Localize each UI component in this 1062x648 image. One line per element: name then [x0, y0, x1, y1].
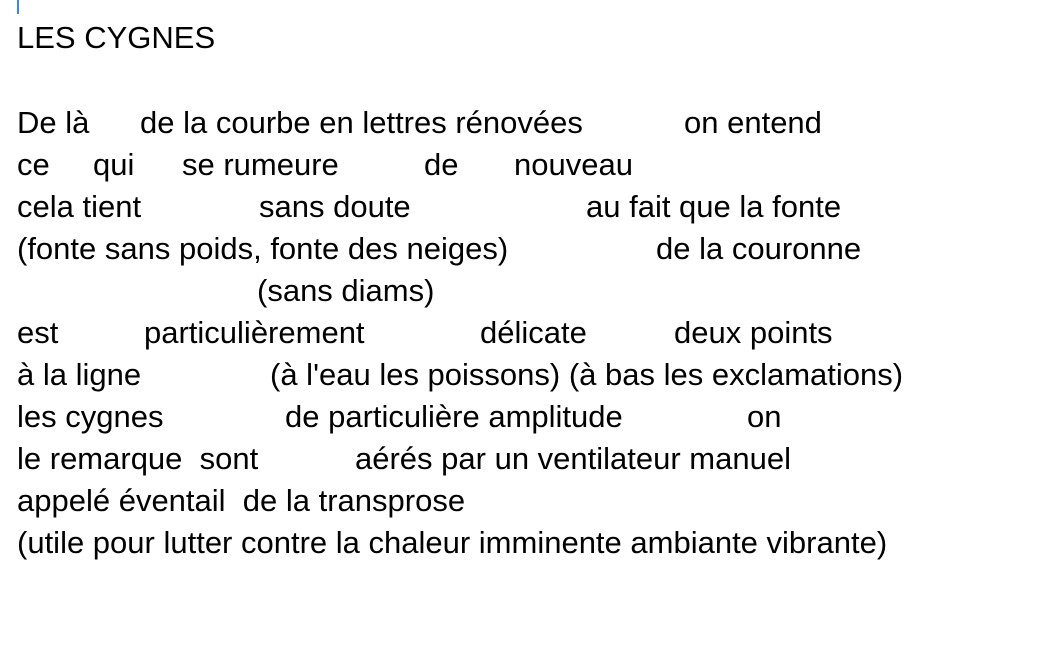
poem-segment: on entend	[684, 105, 822, 140]
poem-segment: aérés par un ventilateur manuel	[355, 441, 791, 476]
poem-line	[17, 102, 822, 144]
poem-segment: cela tient	[17, 189, 142, 224]
poem-segment: appelé éventail de la transprose	[17, 483, 466, 518]
poem-line	[17, 354, 904, 396]
poem-title: LES CYGNES	[17, 20, 216, 55]
poem-segment: de particulière amplitude	[285, 399, 623, 434]
poem-line	[17, 522, 888, 564]
poem-line	[17, 480, 466, 522]
poem-segment: particulièrement	[144, 315, 365, 350]
poem-segment: est	[17, 315, 59, 350]
poem-line	[17, 186, 842, 228]
poem-body	[17, 102, 904, 564]
poem-line	[17, 144, 633, 186]
poem-segment: délicate	[480, 315, 587, 350]
poem-line	[17, 396, 782, 438]
poem-segment: (utile pour lutter contre la chaleur imminente ambiante vibrante)	[17, 525, 888, 560]
poem-segment: nouveau	[514, 147, 633, 182]
poem-line	[17, 270, 435, 312]
poem-segment: ce	[17, 147, 50, 182]
poem-segment: De là	[17, 105, 90, 140]
poem-line	[17, 438, 791, 480]
poem-segment: qui	[93, 147, 135, 182]
poem-segment: (à l'eau les poissons) (à bas les exclamations)	[270, 357, 904, 392]
poem-segment: deux points	[674, 315, 833, 350]
poem-segment: (sans diams)	[257, 273, 435, 308]
poem-segment: au fait que la fonte	[586, 189, 842, 224]
poem-segment: les cygnes	[17, 399, 164, 434]
poem-segment: à la ligne	[17, 357, 142, 392]
text-cursor	[17, 0, 19, 14]
poem-line	[17, 228, 862, 270]
poem-line	[17, 312, 833, 354]
poem-segment: sans doute	[259, 189, 411, 224]
poem-segment: on	[747, 399, 782, 434]
poem-segment: (fonte sans poids, fonte des neiges)	[17, 231, 509, 266]
poem-segment: se rumeure	[182, 147, 339, 182]
poem-segment: de	[424, 147, 459, 182]
poem-segment: de la courbe en lettres rénovées	[140, 105, 583, 140]
poem-segment: de la couronne	[656, 231, 862, 266]
poem-segment: le remarque sont	[17, 441, 259, 476]
